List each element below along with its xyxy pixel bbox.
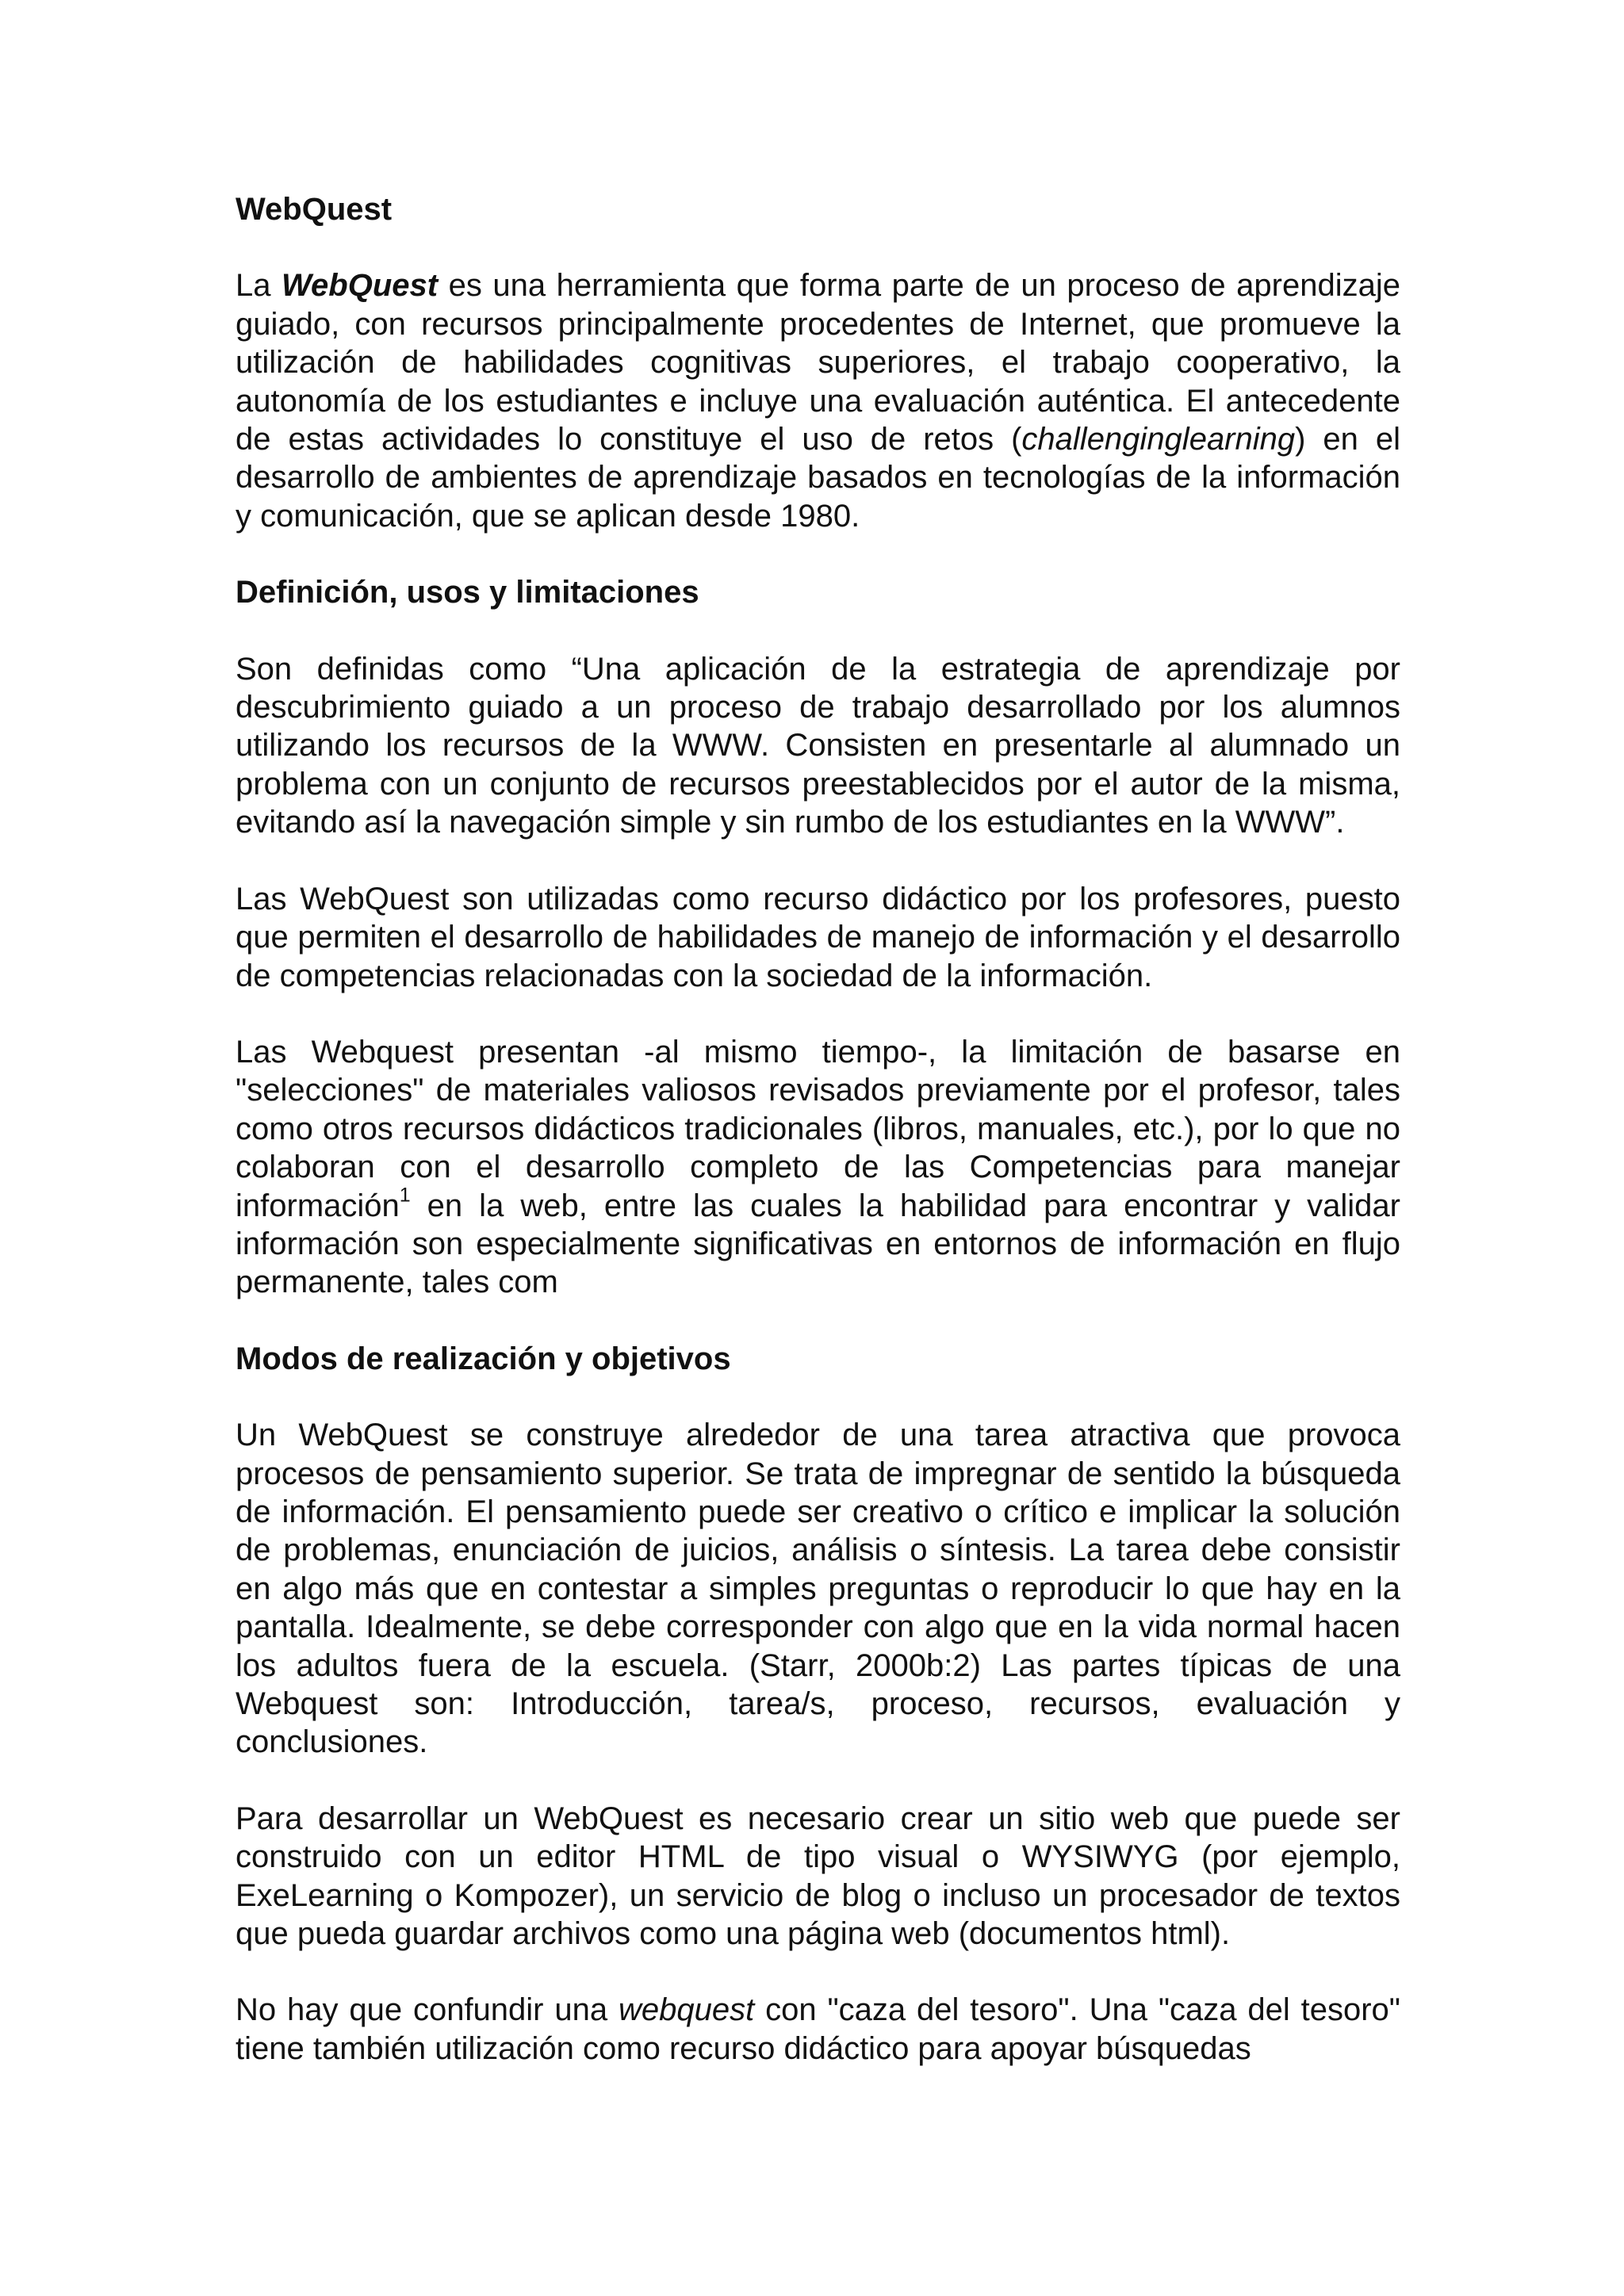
definicion-p3-text-pre: Las Webquest presentan -al mismo tiempo-, la limitación de basarse en "selecciones" de materiales valiosos revisados previamente por el profesor, tales como otros recursos didácticos tradicionales (libros, manuales, etc.), por lo que no colaboran con el desarrollo completo de las Competencias para manejar información xyxy=(236,1034,1400,1223)
intro-text-mid: es una herramienta que forma parte de un proceso de aprendizaje guiado, con recursos principalmente procedentes de Internet, que promueve la utilización de habilidades cognitivas superiores, el trabajo cooperativo, la autonomía de los estudiantes e incluye una evaluación auténtica. El antecedente de estas actividades lo constituye el uso de retos ( xyxy=(236,268,1400,457)
intro-paragraph xyxy=(236,266,1400,535)
intro-text-post: ) en el desarrollo de ambientes de aprendizaje basados en tecnologías de la información y comunicación, que se aplican desde 1980. xyxy=(236,422,1400,534)
section-heading-definicion: Definición, usos y limitaciones xyxy=(236,575,699,610)
document-title: WebQuest xyxy=(236,192,393,227)
definicion-paragraph-3 xyxy=(236,1033,1400,1302)
footnote-reference: 1 xyxy=(399,1183,411,1206)
intro-emphasis-challenging: challenginglearning xyxy=(1021,422,1296,457)
section-heading-modos: Modos de realización y objetivos xyxy=(236,1341,731,1376)
modos-paragraph-2: Para desarrollar un WebQuest es necesario crear un sitio web que puede ser construido con un editor HTML de tipo visual o WYSIWYG (por ejemplo, ExeLearning o Kompozer), un servicio de blog o incluso un procesador de textos que pueda guardar archivos como una página web (documentos html). xyxy=(236,1800,1400,1952)
definicion-p3-text-post: en la web, entre las cuales la habilidad para encontrar y validar información son especialmente significativas en entornos de información en flujo permanente, tales com xyxy=(236,1188,1400,1300)
modos-paragraph-3 xyxy=(236,1991,1400,2068)
definicion-paragraph-2: Las WebQuest son utilizadas como recurso didáctico por los profesores, puesto que permiten el desarrollo de habilidades de manejo de información y el desarrollo de competencias relacionadas con la sociedad de la información. xyxy=(236,881,1400,993)
intro-text-pre: La xyxy=(236,268,282,304)
modos-p3-emphasis-webquest: webquest xyxy=(618,1992,755,2028)
document-page xyxy=(236,190,1400,2068)
modos-paragraph-1: Un WebQuest se construye alrededor de una tarea atractiva que provoca procesos de pensamiento superior. Se trata de impregnar de sentido la búsqueda de información. El pensamiento puede ser creativo o crítico e implicar la solución de problemas, enunciación de juicios, análisis o síntesis. La tarea debe consistir en algo más que en contestar a simples preguntas o reproducir lo que hay en la pantalla. Idealmente, se debe corresponder con algo que en la vida normal hacen los adultos fuera de la escuela. (Starr, 2000b:2) Las partes típicas de una Webquest son: Introducción, tarea/s, proceso, recursos, evaluación y conclusiones. xyxy=(236,1418,1400,1760)
modos-p3-text-post: con "caza del tesoro". Una "caza del tesoro" tiene también utilización como recurso didáctico para apoyar búsquedas xyxy=(236,1992,1401,2066)
modos-p3-text-pre: No hay que confundir una xyxy=(236,1992,619,2028)
definicion-paragraph-1: Son definidas como “Una aplicación de la estrategia de aprendizaje por descubrimiento guiado a un proceso de trabajo desarrollado por los alumnos utilizando los recursos de la WWW. Consisten en presentarle al alumnado un problema con un conjunto de recursos preestablecidos por el autor de la misma, evitando así la navegación simple y sin rumbo de los estudiantes en la WWW”. xyxy=(236,651,1400,840)
intro-emphasis-webquest: WebQuest xyxy=(282,268,439,304)
